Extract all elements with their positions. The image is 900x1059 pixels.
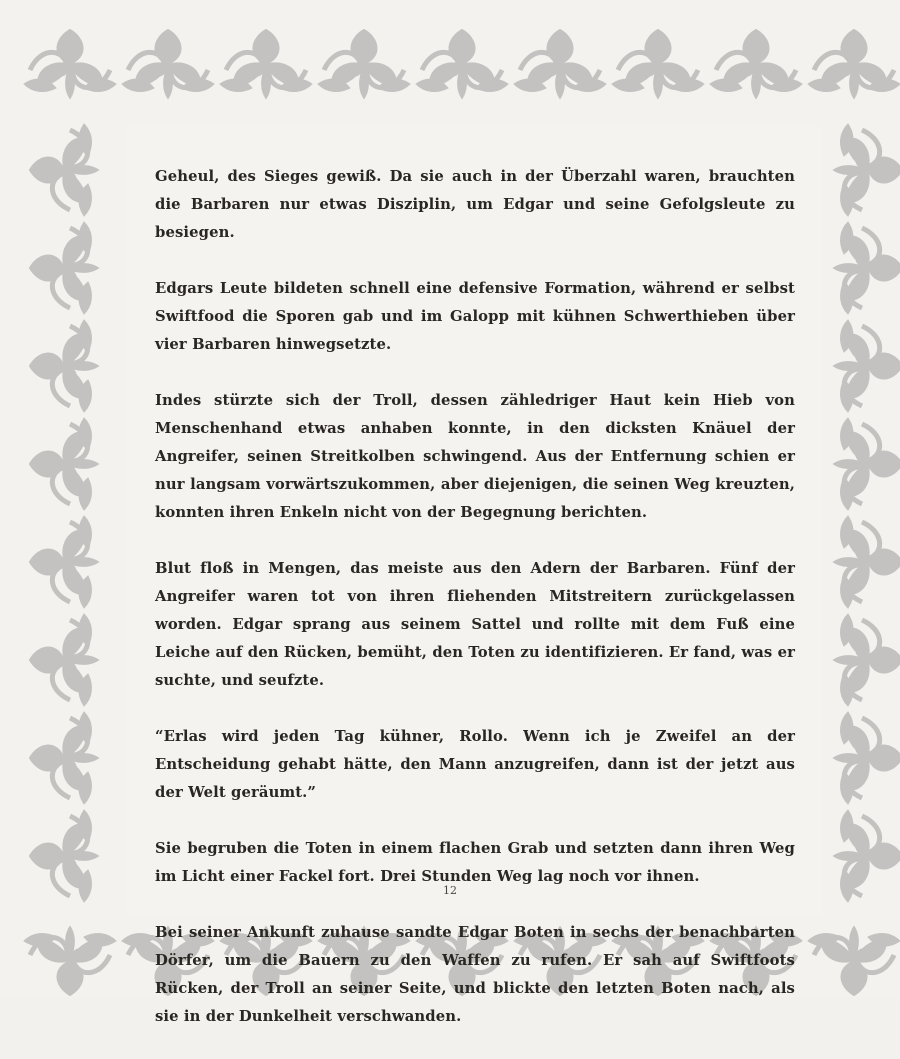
right-border-ornament xyxy=(834,418,900,510)
paragraph-4: Blut floß in Mengen, das meiste aus den Adern der Barbaren. Fünf der Angreifer waren tot von ihren fliehenden Mitstreitern zurückgelassen worden. Edgar sprang aus seinem Sattel und rollte mit dem Fuß eine Leiche auf den Rücken, bemüht, den Toten zu identifizieren. Er fand, was er suchte, und seufzte. xyxy=(155,555,795,695)
left-border-ornament xyxy=(30,124,99,216)
top-border-ornament xyxy=(808,30,900,99)
top-border-ornament xyxy=(514,30,606,99)
top-border-ornament xyxy=(612,30,704,99)
paragraph-6: Sie begruben die Toten in einem flachen Grab und setzten dann ihren Weg im Licht einer Fackel fort. Drei Stunden Weg lag noch vor ihnen. xyxy=(155,835,795,891)
top-border-ornament xyxy=(24,30,116,99)
left-border-ornament xyxy=(30,614,99,706)
right-border-ornament xyxy=(834,516,900,608)
left-border-ornament xyxy=(30,418,99,510)
top-border-ornament xyxy=(220,30,312,99)
left-border-ornament xyxy=(30,516,99,608)
top-border-ornament xyxy=(318,30,410,99)
paragraph-7: Bei seiner Ankunft zuhause sandte Edgar Boten in sechs der benachbarten Dörfer, um die Bauern zu den Waffen zu rufen. Er sah auf Swiftfoots Rücken, der Troll an seiner Seite, und blickte den letzten Boten nach, als sie in der Dunkelheit verschwanden. xyxy=(155,919,795,1031)
bottom-border-ornament xyxy=(808,927,900,996)
paragraph-2: Edgars Leute bildeten schnell eine defensive Formation, während er selbst Swiftfood die Sporen gab und im Galopp mit kühnen Schwerthieben über vier Barbaren hinwegsetzte. xyxy=(155,275,795,359)
page-number: 12 xyxy=(443,884,457,897)
right-border-ornament xyxy=(834,810,900,902)
top-border-ornament xyxy=(710,30,802,99)
left-border-ornament xyxy=(30,320,99,412)
top-border-ornament xyxy=(122,30,214,99)
right-border-ornament xyxy=(834,712,900,804)
paragraph-3: Indes stürzte sich der Troll, dessen zähledriger Haut kein Hieb von Menschenhand etwas anhaben konnte, in den dicksten Knäuel der Angreifer, seinen Streitkolben schwingend. Aus der Entfernung schien er nur langsam vorwärtszukommen, aber diejenigen, die seinen Weg kreuzten, konnten ihren Enkeln nicht von der Begegnung berichten. xyxy=(155,387,795,527)
right-border-ornament xyxy=(834,222,900,314)
top-border-ornament xyxy=(416,30,508,99)
body-text xyxy=(155,163,795,1059)
left-border-ornament xyxy=(30,222,99,314)
right-border-ornament xyxy=(834,614,900,706)
right-border-ornament xyxy=(834,124,900,216)
left-border-ornament xyxy=(30,810,99,902)
bottom-border-ornament xyxy=(24,927,116,996)
paragraph-1: Geheul, des Sieges gewiß. Da sie auch in der Überzahl waren, brauchten die Barbaren nur etwas Disziplin, um Edgar und seine Gefolgsleute zu besiegen. xyxy=(155,163,795,247)
paragraph-5: “Erlas wird jeden Tag kühner, Rollo. Wenn ich je Zweifel an der Entscheidung gehabt hätte, den Mann anzugreifen, dann ist der jetzt aus der Welt geräumt.” xyxy=(155,723,795,807)
left-border-ornament xyxy=(30,712,99,804)
right-border-ornament xyxy=(834,320,900,412)
